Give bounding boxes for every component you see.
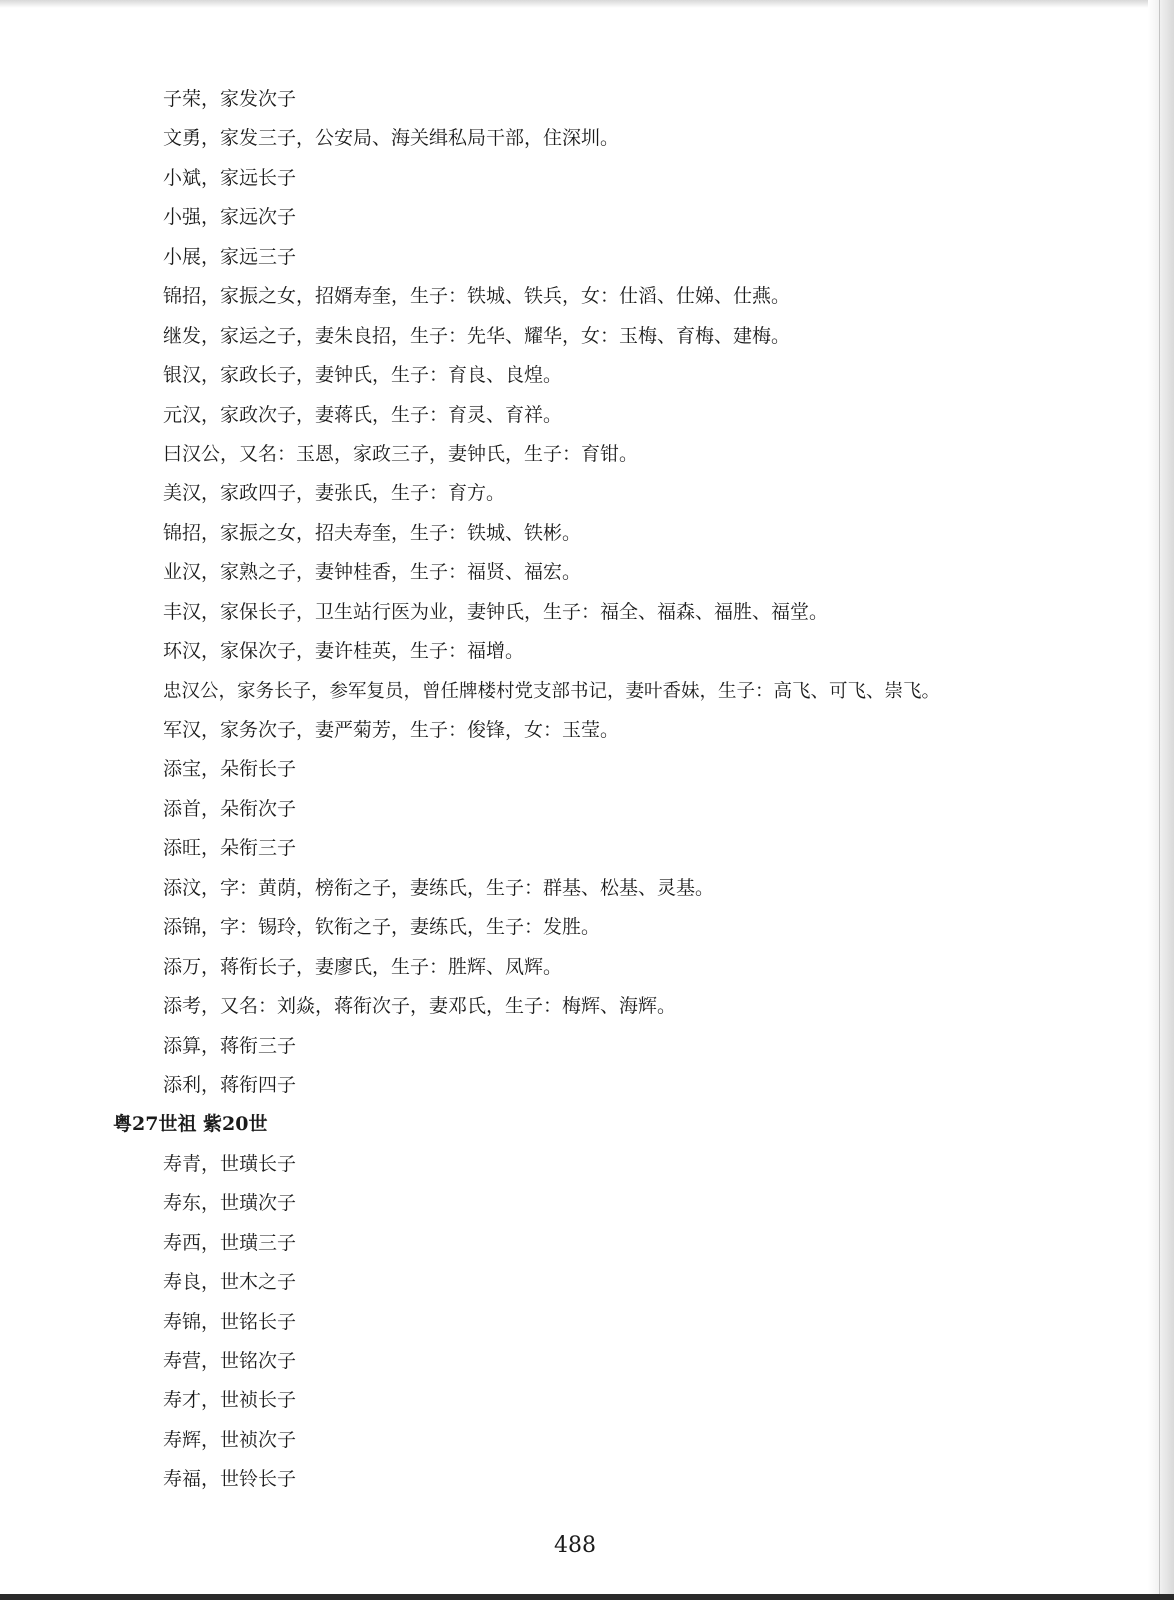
- entry-1: 子荣，家发次子: [163, 88, 297, 110]
- entry-20: 添旺，朵衔三子: [163, 837, 297, 860]
- entry-4: 小强，家远次子: [163, 206, 297, 229]
- entry-32: 寿锦，世铭长子: [163, 1310, 297, 1333]
- entry-19: 添首，朵衔次子: [163, 797, 297, 820]
- entry-15: 环汉，家保次子，妻许桂英，生子：福增。: [163, 640, 525, 663]
- entry-28: 寿青，世璜长子: [163, 1152, 297, 1175]
- entry-12: 锦招，家振之女，招夫寿奎，生子：铁城、铁彬。: [163, 521, 582, 544]
- entry-8: 银汉，家政长子，妻钟氏，生子：育良、良煌。: [163, 364, 563, 387]
- entry-34: 寿才，世祯长子: [163, 1389, 297, 1412]
- scan-right-line: [1159, 0, 1160, 1600]
- entry-16: 忠汉公，家务长子，参军复员，曾任牌楼村党支部书记，妻叶香妹，生子：高飞、可飞、崇飞。: [163, 680, 941, 702]
- entry-21: 添汶，字：黄荫，榜衔之子，妻练氏，生子：群基、松基、灵基。: [163, 876, 715, 899]
- entry-2: 文勇，家发三子，公安局、海关缉私局干部，住深圳。: [163, 127, 620, 150]
- entry-13: 业汉，家熟之子，妻钟桂香，生子：福贤、福宏。: [163, 561, 582, 584]
- entry-26: 添利，蒋衔四子: [163, 1073, 297, 1096]
- entry-18: 添宝，朵衔长子: [163, 758, 297, 781]
- generation-heading: 粤27世祖 紫20世: [113, 1113, 268, 1136]
- entry-11: 美汉，家政四子，妻张氏，生子：育方。: [163, 482, 506, 505]
- entry-29: 寿东，世璜次子: [163, 1192, 297, 1215]
- scan-top-shadow: [0, 0, 1174, 8]
- entry-7: 继发，家运之子，妻朱良招，生子：先华、耀华，女：玉梅、育梅、建梅。: [163, 324, 791, 347]
- entry-36: 寿福，世铃长子: [163, 1468, 297, 1491]
- entry-9: 元汉，家政次子，妻蒋氏，生子：育灵、育祥。: [163, 403, 563, 426]
- entry-10: 曰汉公，又名：玉恩，家政三子，妻钟氏，生子：育钳。: [163, 442, 639, 465]
- entry-17: 军汉，家务次子，妻严菊芳，生子：俊锋，女：玉莹。: [163, 719, 620, 741]
- genealogy-list: [0, 80, 1100, 1500]
- entry-35: 寿辉，世祯次子: [163, 1428, 297, 1451]
- entry-25: 添算，蒋衔三子: [163, 1034, 297, 1057]
- entry-24: 添考，又名：刘焱，蒋衔次子，妻邓氏，生子：梅辉、海辉。: [163, 995, 677, 1018]
- entry-22: 添锦，字：锡玲，钦衔之子，妻练氏，生子：发胜。: [163, 916, 601, 939]
- scan-bottom-edge: [0, 1594, 1174, 1600]
- entry-23: 添万，蒋衔长子，妻廖氏，生子：胜辉、凤辉。: [163, 955, 563, 978]
- entry-30: 寿西，世璜三子: [163, 1231, 297, 1254]
- entry-6: 锦招，家振之女，招婿寿奎，生子：铁城、铁兵，女：仕滔、仕娣、仕燕。: [163, 285, 791, 308]
- entry-33: 寿营，世铭次子: [163, 1350, 297, 1372]
- entry-5: 小展，家远三子: [163, 245, 297, 268]
- scan-right-edge: [1148, 0, 1174, 1600]
- entry-31: 寿良，世木之子: [163, 1271, 297, 1294]
- entry-14: 丰汉，家保长子，卫生站行医为业，妻钟氏，生子：福全、福森、福胜、福堂。: [163, 600, 829, 623]
- entry-3: 小斌，家远长子: [163, 166, 297, 189]
- page-number: 488: [554, 1533, 596, 1558]
